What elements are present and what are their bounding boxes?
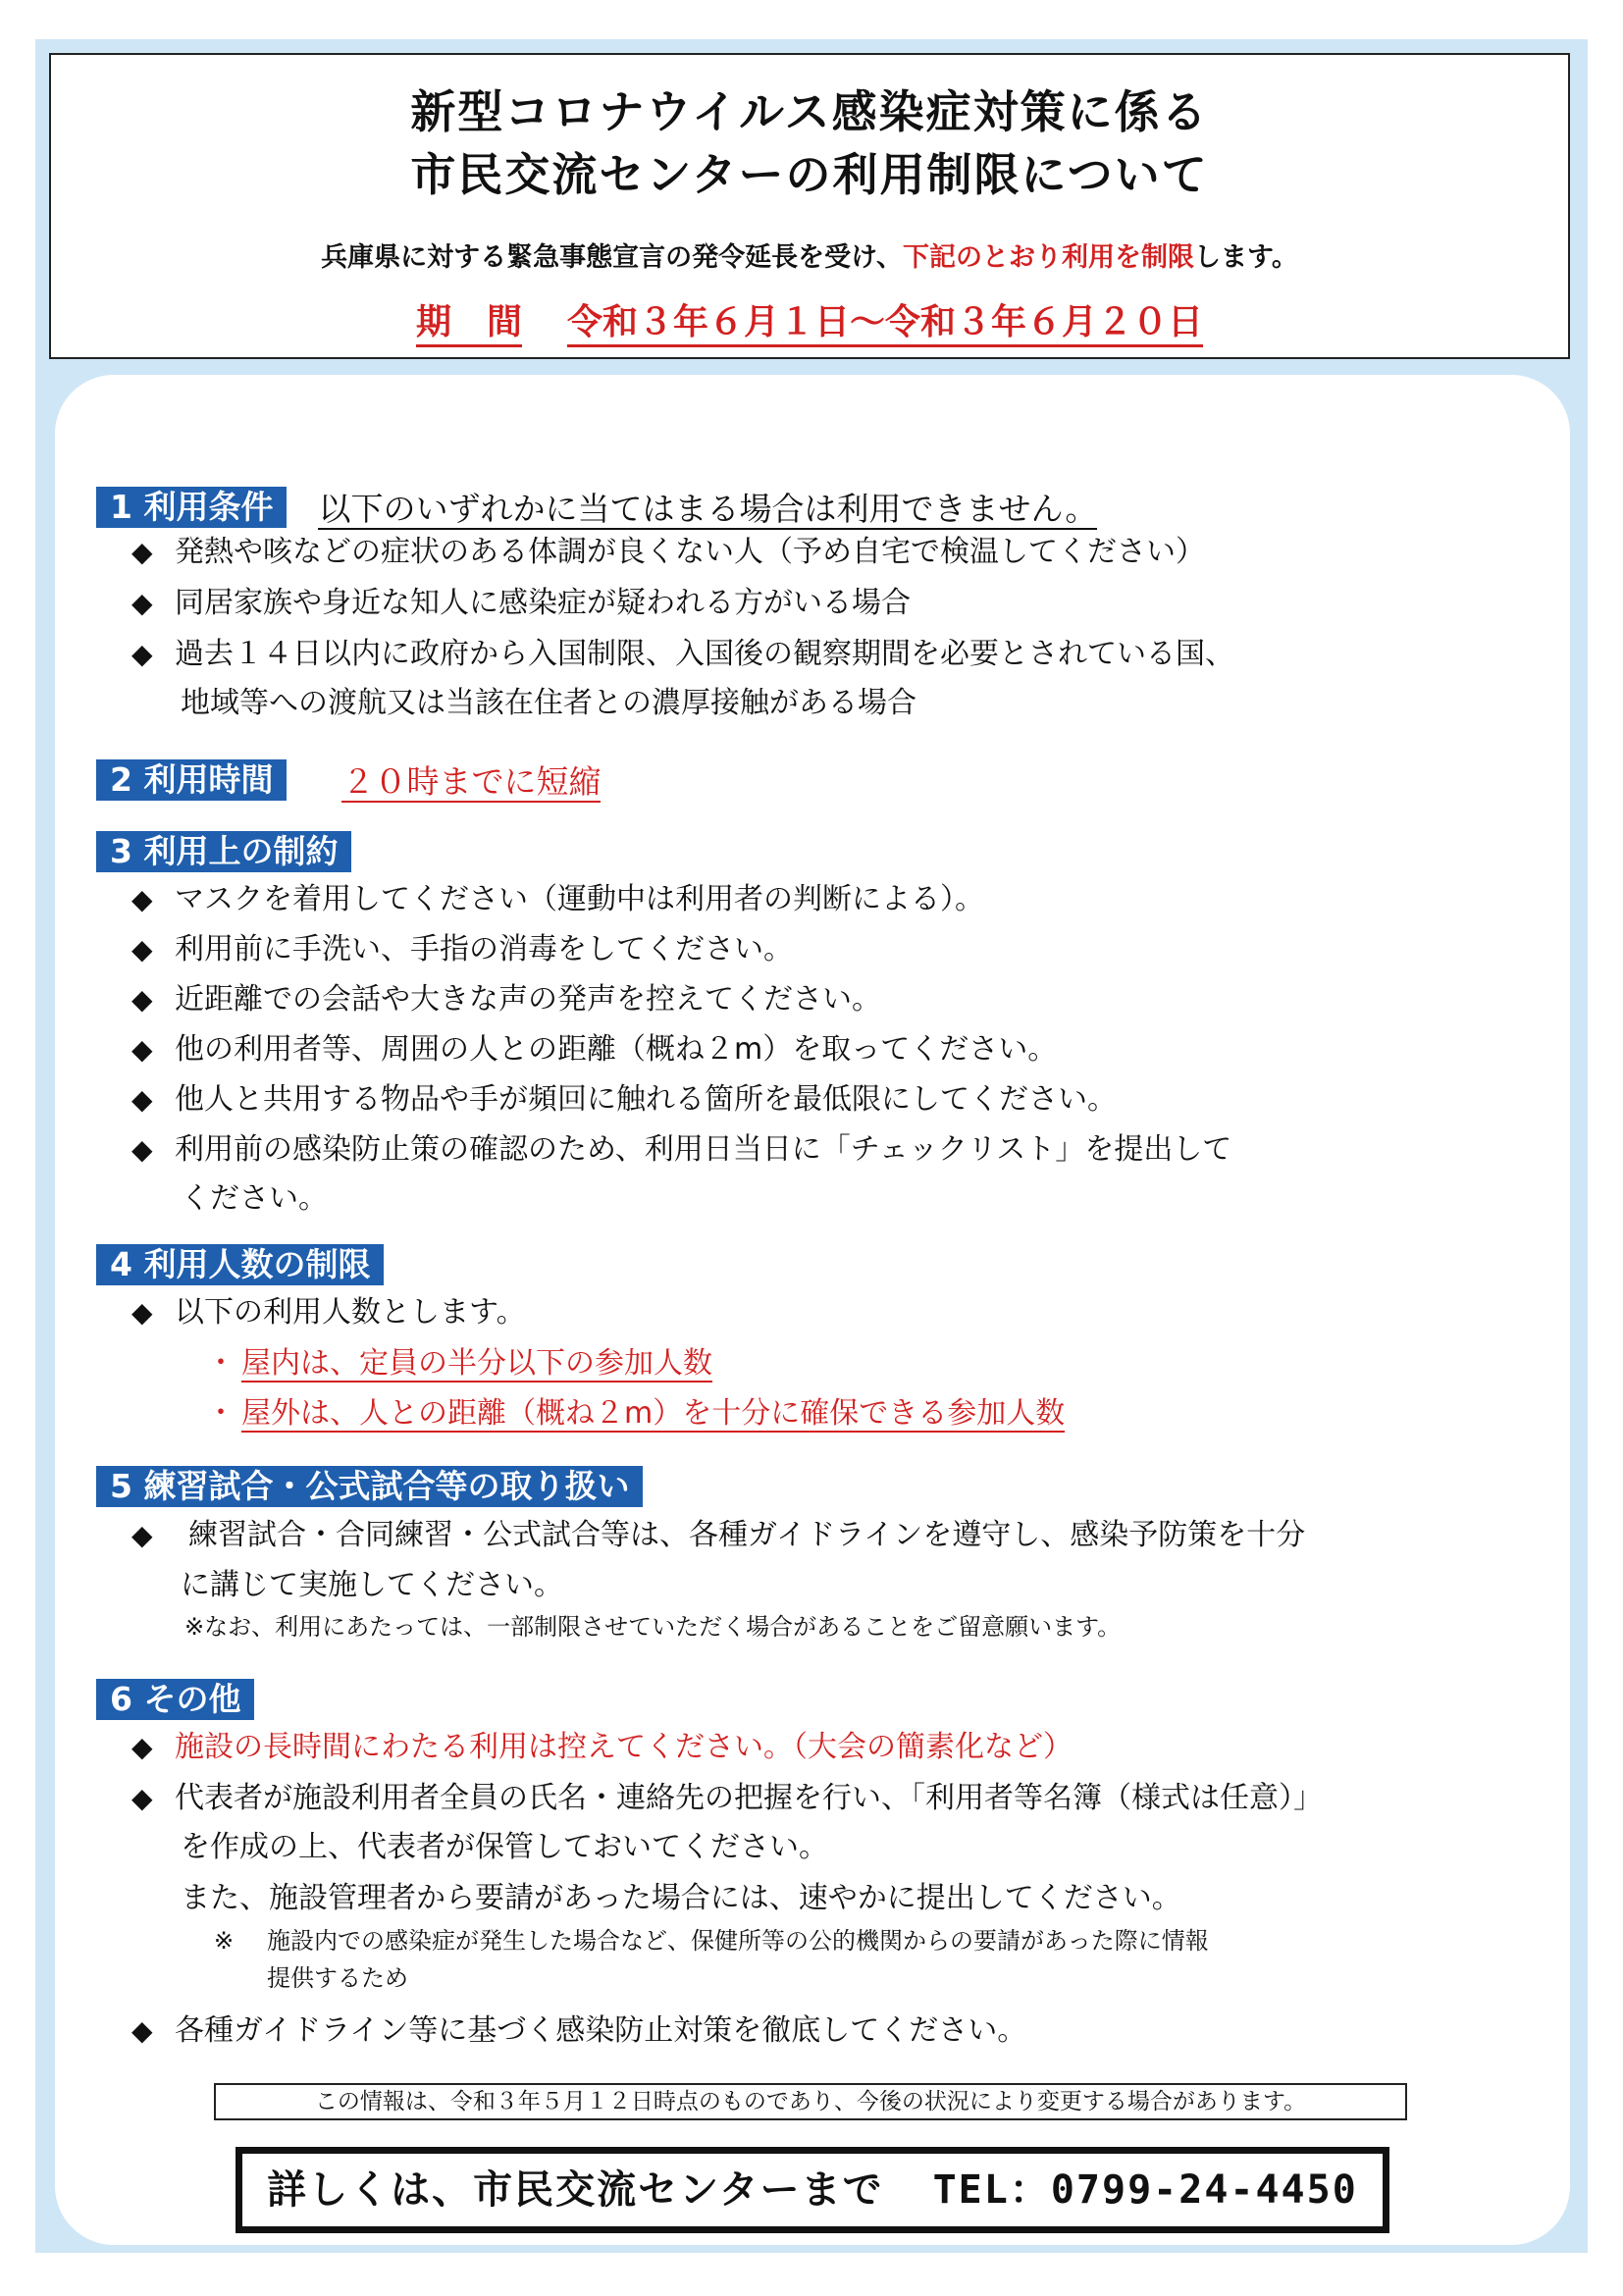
sub-dot-icon: ・: [206, 1346, 236, 1381]
lead-prefix: 兵庫県に対する緊急事態宣言の発令延長を受け、: [321, 242, 904, 273]
period: [51, 294, 1568, 344]
section-6-heading: [96, 1678, 254, 1720]
s5-note: ※なお、利用にあたっては、一部制限させていただく場合があることをご留意願います。: [184, 1613, 1122, 1641]
s6-item-2-cont-2: また、施設管理者から要請があった場合には、速やかに提出してください。: [181, 1881, 1181, 1915]
section-6-label: 6 その他: [96, 1679, 254, 1720]
s3-item-6: ◆ 利用前の感染防止策の確認のため、利用日当日に「チェックリスト」を提出して: [131, 1125, 1231, 1174]
s6-note-line-2: 提供するため: [267, 1964, 408, 1992]
s3-item-1: ◆ マスクを着用してください（運動中は利用者の判断による）。: [131, 875, 984, 924]
s6-item-3: ◆ 各種ガイドライン等に基づく感染防止対策を徹底してください。: [131, 2007, 1026, 2056]
diamond-bullet-icon: ◆: [131, 2014, 153, 2047]
section-1-note: 以下のいずれかに当てはまる場合は利用できません。: [318, 490, 1098, 528]
s1-item-2: ◆ 同居家族や身近な知人に感染症が疑われる方がいる場合: [131, 579, 911, 628]
section-1-heading: [96, 484, 1097, 530]
diamond-bullet-icon: ◆: [131, 883, 153, 915]
section-3-heading: [96, 830, 351, 872]
s3-item-5: ◆ 他人と共用する物品や手が頻回に触れる箇所を最低限にしてください。: [131, 1075, 1117, 1124]
s1-item-1: ◆ 発熱や咳などの症状のある体調が良くない人（予め自宅で検温してください）: [131, 528, 1205, 577]
diamond-bullet-icon: ◆: [131, 1133, 153, 1166]
lead-red: 下記のとおり利用を制限: [903, 242, 1195, 273]
s3-item-6-cont: ください。: [181, 1181, 328, 1216]
section-2-heading: [96, 757, 601, 803]
title-line-1: 新型コロナウイルス感染症対策に係る: [410, 85, 1209, 138]
diamond-bullet-icon: ◆: [131, 983, 153, 1016]
s3-item-2: ◆ 利用前に手洗い、手指の消毒をしてください。: [131, 925, 793, 974]
section-4-heading: [96, 1243, 384, 1285]
diamond-bullet-icon: ◆: [131, 1731, 153, 1763]
s4-sub-2: ・ 屋外は、人との距離（概ね２m）を十分に確保できる参加人数: [206, 1396, 1066, 1431]
title-line-2: 市民交流センターの利用制限について: [410, 148, 1209, 201]
period-label: 期 間: [416, 302, 522, 347]
s1-item-3-cont: 地域等への渡航又は当該在住者との濃厚接触がある場合: [181, 686, 916, 720]
contact-tel: TEL：0799-24-4450: [932, 2167, 1358, 2213]
section-5-label: 5 練習試合・公式試合等の取り扱い: [96, 1466, 643, 1507]
s6-item-2-cont-1: を作成の上、代表者が保管しておいてください。: [181, 1830, 828, 1864]
s5-item-1-cont: に講じて実施してください。: [181, 1568, 563, 1602]
s4-item-1: ◆ 以下の利用人数とします。: [131, 1288, 526, 1337]
section-2-note: ２０時までに短縮: [341, 762, 602, 801]
diamond-bullet-icon: ◆: [131, 536, 153, 568]
s6-note-line-1: 施設内での感染症が発生した場合など、保健所等の公的機関からの要請があった際に情報: [267, 1927, 1209, 1955]
diamond-bullet-icon: ◆: [131, 1033, 153, 1066]
s3-item-4: ◆ 他の利用者等、周囲の人との距離（概ね２m）を取ってください。: [131, 1025, 1057, 1074]
lead-text: [51, 235, 1568, 274]
section-2-label: 2 利用時間: [96, 759, 287, 801]
diamond-bullet-icon: ◆: [131, 1782, 153, 1814]
diamond-bullet-icon: ◆: [131, 933, 153, 965]
s6-item-1: ◆ 施設の長時間にわたる利用は控えてください。（大会の簡素化など）: [131, 1723, 1073, 1772]
section-5-heading: [96, 1465, 643, 1507]
contact-text: 詳しくは、市民交流センターまで: [267, 2167, 884, 2213]
section-1-label: 1 利用条件: [96, 487, 287, 528]
s4-sub-1: ・ 屋内は、定員の半分以下の参加人数: [206, 1346, 712, 1381]
s1-item-3: ◆ 過去１４日以内に政府から入国制限、入国後の観察期間を必要とされている国、: [131, 630, 1234, 679]
diamond-bullet-icon: ◆: [131, 1296, 153, 1329]
section-3-label: 3 利用上の制約: [96, 831, 351, 872]
s6-item-2: ◆ 代表者が施設利用者全員の氏名・連絡先の把握を行い、「利用者等名簿（様式は任意）」: [131, 1774, 1323, 1823]
header-box: [49, 53, 1570, 359]
period-value: 令和３年６月１日～令和３年６月２０日: [567, 302, 1203, 347]
diamond-bullet-icon: ◆: [131, 587, 153, 619]
s5-item-1: ◆ 練習試合・合同練習・公式試合等は、各種ガイドラインを遵守し、感染予防策を十分: [131, 1511, 1305, 1560]
sub-dot-icon: ・: [206, 1396, 236, 1431]
s6-note-mark: ※: [214, 1927, 235, 1955]
contact-box: [236, 2147, 1389, 2233]
diamond-bullet-icon: ◆: [131, 638, 153, 670]
lead-suffix: します。: [1194, 242, 1298, 273]
diamond-bullet-icon: ◆: [131, 1519, 153, 1551]
info-note-box: この情報は、令和３年５月１２日時点のものであり、今後の状況により変更する場合があります。: [214, 2083, 1407, 2120]
diamond-bullet-icon: ◆: [131, 1083, 153, 1116]
s3-item-3: ◆ 近距離での会話や大きな声の発声を控えてください。: [131, 975, 881, 1024]
section-4-label: 4 利用人数の制限: [96, 1244, 384, 1285]
